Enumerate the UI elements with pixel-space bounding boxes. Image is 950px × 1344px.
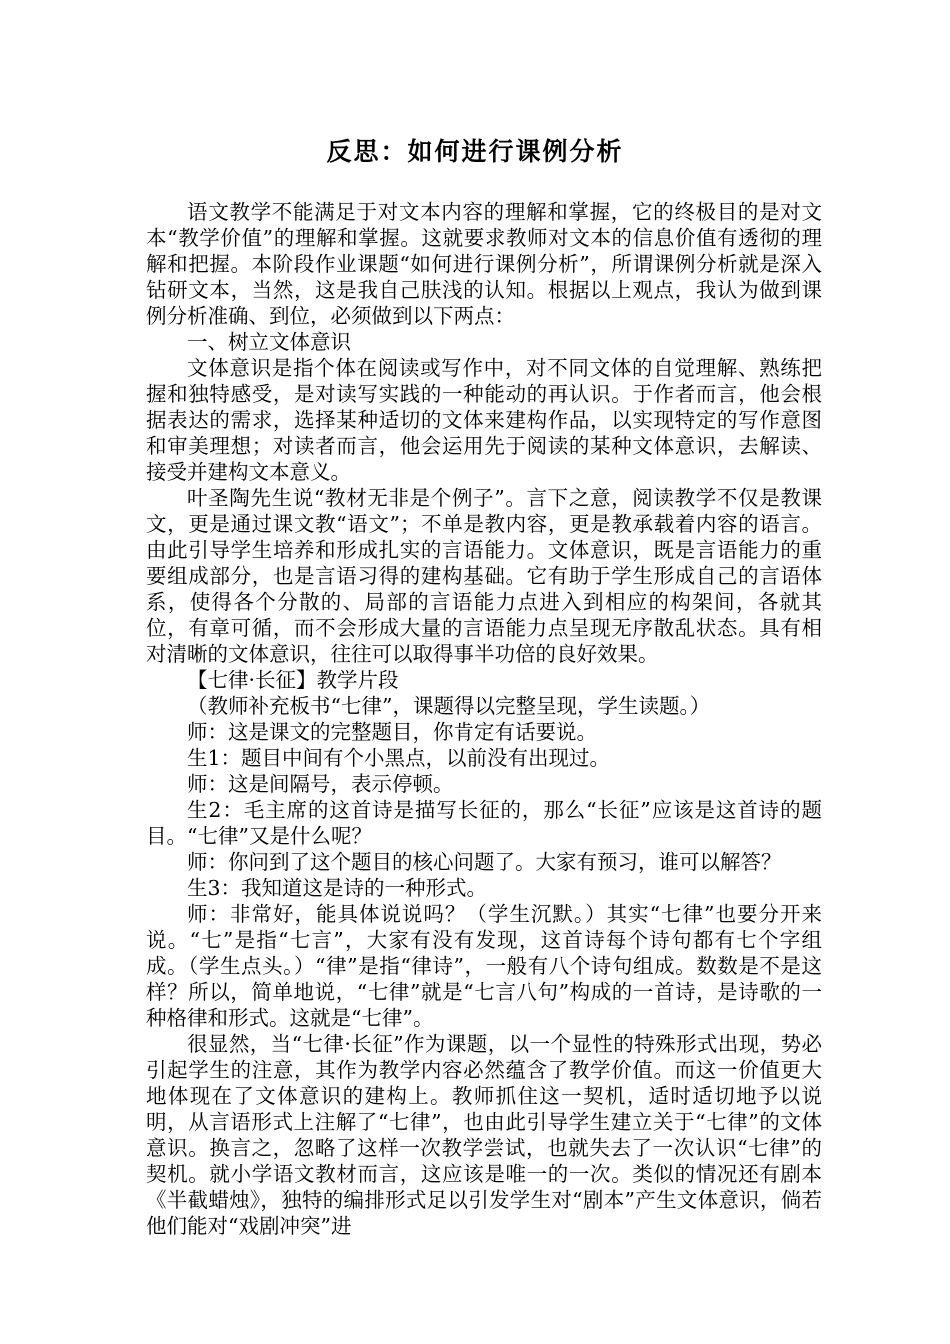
dialogue-line: 生3：我知道这是诗的一种形式。: [187, 876, 488, 900]
dialogue-line: 生2：毛主席的这首诗是描写长征的，那么“长征”应该是这首诗的题目。“七律”又是什么呢？: [146, 798, 822, 848]
dialogue-line: （教师补充板书“七律”，课题得以完整呈现，学生读题。）: [187, 694, 711, 718]
paragraph-ye-shengtao: 叶圣陶先生说“教材无非是个例子”。言下之意，阅读教学不仅是教课文，更是通过课文教“语文”；不单是教内容，更是教承载着内容的语言。由此引导学生培养和形成扎实的言语能力。文体意识，既是言语能力的重要组成部分，也是言语习得的建构基础。它有助于学生形成自己的言语体系，使得各个分散的、局部的言语能力点进入到相应的构架间，各就其位，有章可循，而不会形成大量的言语能力点呈现无序散乱状态。具有相对清晰的文体意识，往往可以取得事半功倍的良好效果。: [146, 486, 822, 666]
dialogue-line: 师：你问到了这个题目的核心问题了。大家有预习，谁可以解答？: [187, 850, 782, 874]
lesson-excerpt-heading: 【七律·长征】教学片段: [187, 668, 399, 692]
dialogue-line: 生1：题目中间有个小黑点，以前没有出现过。: [187, 746, 611, 770]
dialogue-line: 师：这是间隔号，表示停顿。: [187, 772, 454, 796]
paragraph-genre-definition: 文体意识是指个体在阅读或写作中，对不同文体的自觉理解、熟练把握和独特感受，是对读写实践的一种能动的再认识。于作者而言，他会根据表达的需求，选择某种适切的文体来建构作品，以实现特定的写作意图和审美理想；对读者而言，他会运用先于阅读的某种文体意识，去解读、接受并建构文本意义。: [146, 356, 822, 484]
paragraph-analysis: 很显然，当“七律·长征”作为课题，以一个显性的特殊形式出现，势必引起学生的注意，其作为教学内容必然蕴含了教学价值。而这一价值更大地体现在了文体意识的建构上。教师抓住这一契机，适时适切地予以说明，从言语形式上注解了“七律”，也由此引导学生建立关于“七律”的文体意识。换言之，忽略了这样一次教学尝试，也就失去了一次认识“七律”的契机。就小学语文教材而言，这应该是唯一的一次。类似的情况还有剧本《半截蜡烛》，独特的编排形式足以引发学生对“剧本”产生文体意识，倘若他们能对“戏剧冲突”进: [146, 1032, 822, 1238]
document-title: 反思：如何进行课例分析: [326, 137, 624, 166]
paragraph-intro: 语文教学不能满足于对文本内容的理解和掌握，它的终极目的是对文本“教学价值”的理解和掌握。这就要求教师对文本的信息价值有透彻的理解和把握。本阶段作业课题“如何进行课例分析”，所谓课例分析就是深入钻研文本，当然，这是我自己肤浅的认知。根据以上观点，我认为做到课例分析准确、到位，必须做到以下两点：: [146, 200, 822, 328]
document-body: [146, 199, 822, 1239]
dialogue-line: 师：这是课文的完整题目，你肯定有话要说。: [187, 720, 597, 744]
dialogue-line: 师：非常好，能具体说说吗？（学生沉默。）其实“七律”也要分开来说。“七”是指“七言”，大家有没有发现，这首诗每个诗句都有七个字组成。（学生点头。）“律”是指“律诗”，一般有八个诗句组成。数数是不是这样？所以，简单地说，“七律”就是“七言八句”构成的一首诗，是诗歌的一种格律和形式。这就是“七律”。: [146, 902, 822, 1030]
section-heading-1: 一、树立文体意识: [187, 330, 351, 354]
